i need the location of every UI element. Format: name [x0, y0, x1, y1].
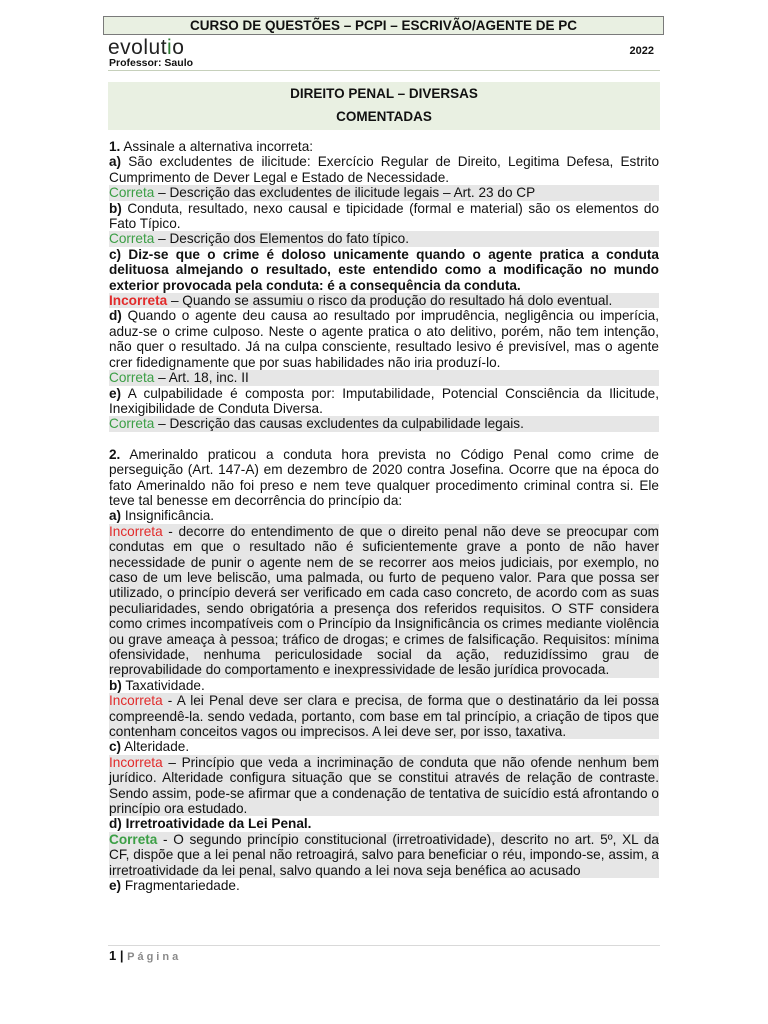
- course-banner: CURSO DE QUESTÕES – PCPI – ESCRIVÃO/AGENTE DE PC: [103, 16, 664, 35]
- q1-option-d: d) Quando o agente deu causa ao resultado por imprudência, negligência ou imperícia, aduz-se o crime culposo. Neste o agente pratica o ato delitivo, porém, não tem intenção, não quer o resultado. Já na culpa consciente, resultado lesivo é previsível, mas o agente crer fidedignamente que por suas habilidades não iria produzí-lo.: [109, 308, 659, 370]
- page-number: 1: [109, 948, 117, 963]
- year-label: 2022: [629, 45, 654, 57]
- q1-option-c: c) Diz-se que o crime é doloso unicamente quando o agente pratica a conduta delituosa almejando o resultado, este entendido como a modificação no mundo exterior provocada pela conduta: é a consequência da conduta.: [109, 246, 659, 293]
- page-footer: [109, 948, 181, 963]
- q1-option-a: a) São excludentes de ilicitude: Exercício Regular de Direito, Legitima Defesa, Estrito Cumprimento de Dever Legal e Estado de Necessidade.: [109, 154, 659, 185]
- q2-option-d: d) Irretroatividade da Lei Penal.: [109, 816, 312, 832]
- q1-comment-e: Correta – Descrição das causas excludentes da culpabilidade legais.: [109, 416, 659, 431]
- question-spacer: [109, 432, 659, 447]
- q1-comment-c: Incorreta – Quando se assumiu o risco da produção do resultado há dolo eventual.: [109, 293, 659, 308]
- footer-separator: |: [119, 948, 124, 963]
- q2-comment-b: Incorreta - A lei Penal deve ser clara e precisa, de forma que o destinatário da lei possa compreendê-la. sendo vedada, portanto, com base em tal princípio, a criação de tipos que contenham conceitos vagos ou imprecisos. A lei deve ser, por isso, taxativa.: [109, 693, 659, 740]
- incorrect-badge: Incorreta: [109, 693, 163, 709]
- q1-option-b: b) Conduta, resultado, nexo causal e tipicidade (formal e material) são os elementos do Fato Típico.: [109, 200, 659, 232]
- q2-comment-d: Correta - O segundo princípio constitucional (irretroatividade), descrito no art. 5º, XL da CF, dispõe que a lei penal não retroagirá, salvo para beneficiar o réu, impondo-se, assim, a irretroatividade da lei penal, salvo quando a lei nova seja benéfica ao acusado: [109, 831, 659, 878]
- q2-option-b: b) Taxatividade.: [109, 677, 205, 693]
- correct-badge: Correta: [109, 185, 155, 201]
- q2-option-c: c) Alteridade.: [109, 739, 190, 755]
- q2-comment-c: Incorreta – Princípio que veda a incriminação de conduta que não ofende nenhum bem jurídico. Alteridade configura situação que se constitui através de relação de contraste. Sendo assim, pode-se afirmar que a condenação de tentativa de suicídio está afrontando o princípio ora estudado.: [109, 754, 659, 817]
- page-word: Página: [127, 951, 182, 963]
- q1-option-e: e) A culpabilidade é composta por: Imputabilidade, Potencial Consciência da Ilicitude, Inexigibilidade de Conduta Diversa.: [109, 385, 659, 416]
- q2-comment-a: Incorreta - decorre do entendimento de que o direito penal não deve se preocupar com condutas em que o resultado não é suficientemente grave a ponto de não haver necessidade de punir o agente nem de se recorrer aos meios judiciais, por exemplo, no caso de um leve beliscão, uma palmada, ou furto de pequeno valor. Para que possa ser utilizado, o princípio deverá ser verificado em cada caso concreto, de acordo com as suas peculiaridades, sendo obrigatória a presença dos referidos requisitos. O STF considera como crimes incompatíveis com o Princípio da Insignificância os crimes mediante violência ou grave ameaça à pessoa; tráfico de drogas; e crimes de falsificação. Requisitos: mínima ofensividade, nenhuma periculosidade social da ação, reduzidíssimo grau de reprovabilidade do comportamento e inexpressividade de lesão jurídica provocada.: [109, 523, 659, 678]
- footer-divider: [108, 945, 660, 946]
- incorrect-badge: Incorreta: [109, 754, 163, 770]
- incorrect-badge: Incorreta: [109, 293, 168, 309]
- q1-comment-b: Correta – Descrição dos Elementos do fato típico.: [109, 231, 659, 246]
- correct-badge: Correta: [109, 370, 155, 386]
- professor-label: Professor: Saulo: [109, 57, 194, 69]
- incorrect-badge: Incorreta: [109, 523, 163, 539]
- header-divider: [108, 70, 660, 71]
- section-title: DIREITO PENAL – DIVERSAS: [290, 86, 478, 101]
- q2-option-a: a) Insignificância.: [109, 508, 215, 524]
- q1-comment-a: Correta – Descrição das excludentes de ilicitude legais – Art. 23 do CP: [109, 185, 659, 200]
- question-1-stem: 1. Assinale a alternativa incorreta:: [109, 139, 314, 154]
- question-2-stem: 2. Amerinaldo praticou a conduta hora prevista no Código Penal como crime de perseguição (Art. 147-A) em dezembro de 2020 contra Josefina. Ocorre que na época do fato Amerinaldo não foi preso e nem teve qualquer procedimento criminal contra si. Ele teve tal benesse em decorrência do princípio da:: [109, 446, 659, 508]
- q2-option-e: e) Fragmentariedade.: [109, 878, 240, 894]
- evolutio-logo: evolutio: [108, 36, 185, 59]
- section-title-box: [108, 82, 660, 130]
- questions-content: [109, 139, 659, 894]
- correct-badge: Correta: [109, 416, 155, 432]
- section-subtitle: COMENTADAS: [336, 109, 432, 124]
- correct-badge: Correta: [109, 231, 155, 247]
- correct-badge: Correta: [109, 831, 158, 847]
- q1-comment-d: Correta – Art. 18, inc. II: [109, 370, 659, 385]
